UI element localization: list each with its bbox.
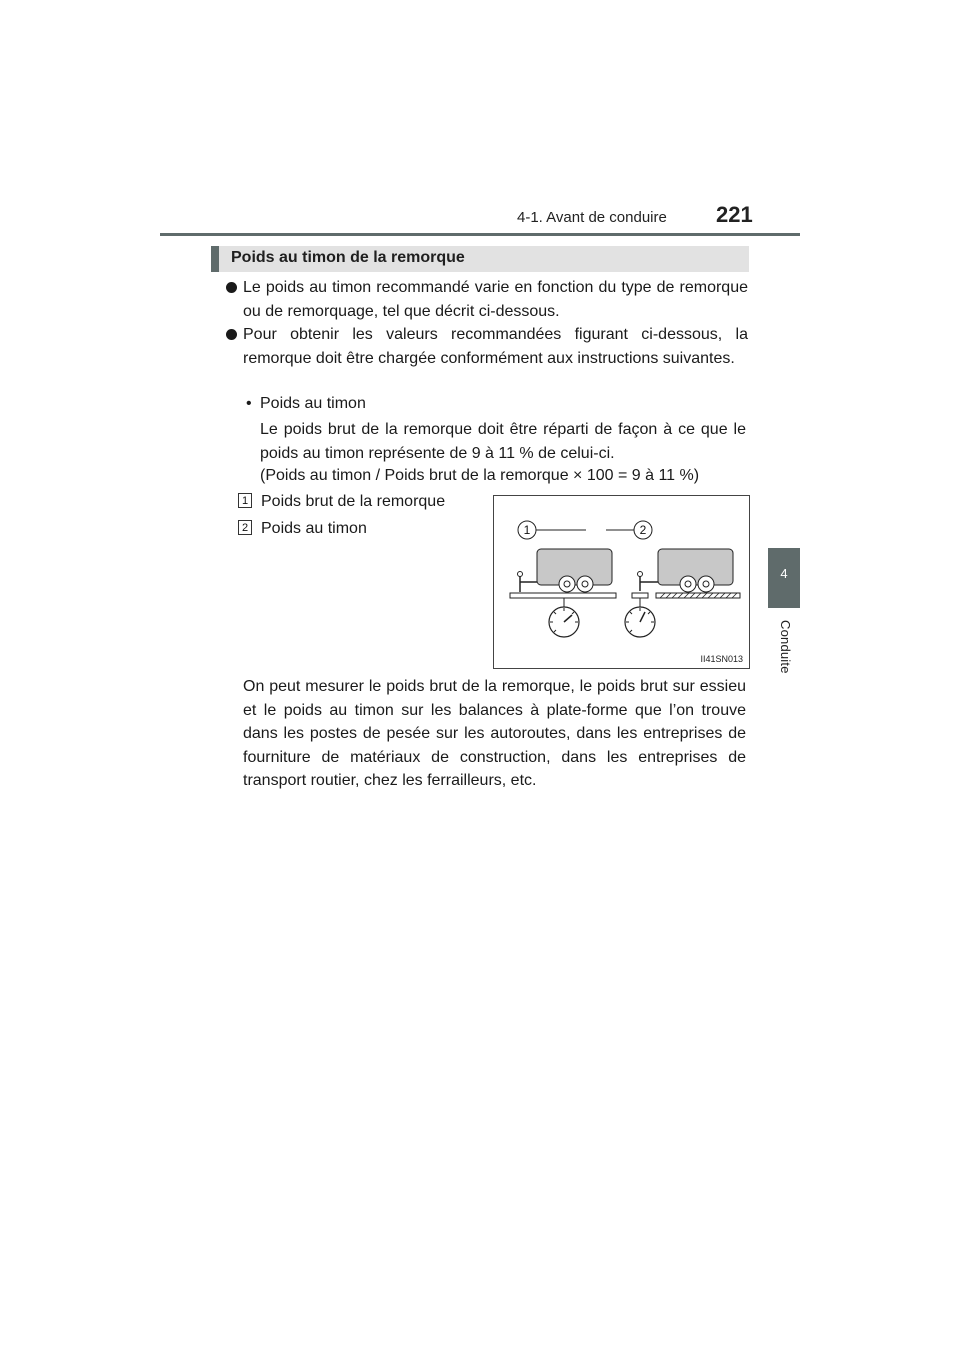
legend-label-1: Poids brut de la remorque bbox=[261, 493, 446, 510]
sub-item-body: Le poids brut de la remorque doit être réparti de façon à ce que le poids au timon représente de 9 à 11 % de celui-ci. bbox=[260, 421, 746, 462]
section-heading bbox=[211, 246, 749, 272]
chapter-tab[interactable] bbox=[768, 548, 800, 608]
tongue-scale-pad bbox=[632, 593, 648, 598]
legend-number-box: 2 bbox=[238, 520, 252, 535]
trailer-right-icon bbox=[638, 549, 734, 592]
bullet-dot-icon bbox=[226, 282, 237, 293]
bullet-dot-icon bbox=[226, 329, 237, 340]
bullet-text-1: Le poids au timon recommandé varie en fonction du type de remorque ou de remorquage, tel que décrit ci-dessous. bbox=[243, 279, 748, 320]
section-heading-title: Poids au timon de la remorque bbox=[231, 249, 465, 266]
trailer-left-icon bbox=[518, 549, 613, 592]
sub-item-title: Poids au timon bbox=[260, 395, 366, 412]
legend-number-box: 1 bbox=[238, 493, 252, 508]
platform-scale-left bbox=[510, 593, 616, 598]
chapter-tab-label: Conduite bbox=[778, 620, 793, 674]
closing-paragraph: On peut mesurer le poids brut de la remorque, le poids brut sur essieu et le poids au timon sur les balances à plate-forme que l’on trouve dans les postes de pesée sur les autoroutes, dans les entreprises de fourniture de matériaux de construction, dans les entreprises de transport routier, chez les ferrailleurs, etc. bbox=[243, 678, 746, 789]
trailer-scale-illustration bbox=[494, 496, 749, 668]
callout-number: 2 bbox=[639, 523, 647, 537]
page-number: 221 bbox=[716, 202, 753, 227]
bullet-text-2: Pour obtenir les valeurs recommandées figurant ci-dessous, la remorque doit être chargée conformément aux instructions suivantes. bbox=[243, 326, 748, 367]
trailer-scale-figure bbox=[493, 495, 750, 669]
chapter-tab-number: 4 bbox=[780, 566, 788, 581]
header-section-title: 4-1. Avant de conduire bbox=[517, 209, 667, 226]
sub-item-formula: (Poids au timon / Poids brut de la remorque × 100 = 9 à 11 %) bbox=[260, 467, 700, 484]
legend-label-2: Poids au timon bbox=[261, 520, 367, 537]
scale-dial-right-icon bbox=[625, 607, 655, 637]
header-rule bbox=[160, 233, 800, 236]
sub-item-marker: • bbox=[246, 395, 252, 412]
scale-dial-left-icon bbox=[549, 607, 579, 637]
callout-number: 1 bbox=[523, 523, 531, 537]
figure-code: II41SN013 bbox=[700, 654, 743, 664]
